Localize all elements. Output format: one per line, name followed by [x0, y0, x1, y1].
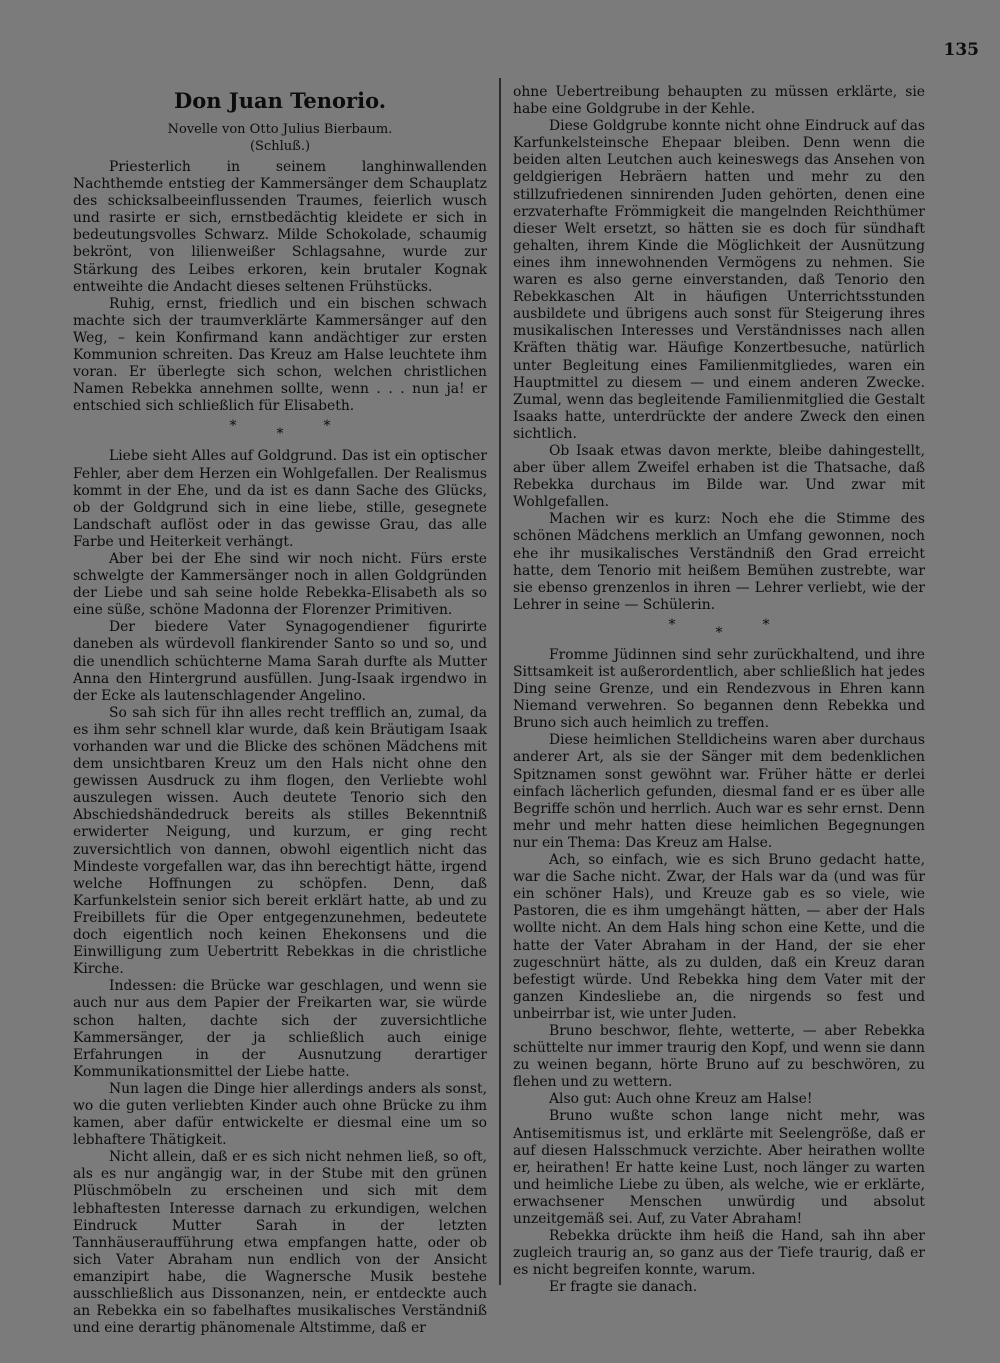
paragraph: Aber bei der Ehe sind wir noch nicht. Fürs erste schwelgte der Kammersänger noch in allen Goldgründen der Liebe und sah seine holde Rebekka-Elisabeth als so eine süße, schöne Madonna der Florenzer Primitiven. — [73, 550, 487, 619]
article-byline: Novelle von Otto Julius Bierbaum. — [167, 122, 393, 137]
column-divider — [499, 78, 501, 1285]
paragraph: Also gut: Auch ohne Kreuz am Halse! — [549, 1091, 813, 1108]
paragraph: Diese heimlichen Stelldicheins waren aber durchaus anderer Art, als sie der Sänger mit dem bedenklichen Spitznamen sonst gewöhnt war. Früher hätte er derlei einfach lächerlich gefunden, diesmal fand er es über alle Begriffe schön und herrlich. Auch war es sehr ernst. Denn mehr und mehr hatten diese heimlichen Begegnungen nur ein Thema: Das Kreuz am Halse. — [513, 732, 925, 851]
paragraph: Nun lagen die Dinge hier allerdings anders als sonst, wo die guten verliebten Kinder auch ohne Brücke zu ihm kamen, aber dafür entwickelte er diesmal eine um so lebhaftere Thätigkeit. — [73, 1080, 487, 1149]
section-separator — [73, 418, 487, 443]
separator-star: * — [276, 426, 324, 443]
paragraph: Bruno beschwor, flehte, wetterte, — aber Rebekka schüttelte nur immer traurig den Kopf, und wenn sie dann zu weinen begann, hörte Bruno auf zu beschwören, zu flehen und zu wettern. — [513, 1022, 925, 1091]
paragraph: Liebe sieht Alles auf Goldgrund. Das ist ein optischer Fehler, aber dem Herzen ein Wohlgefallen. Der Realismus kommt in der Ehe, und da ist es dann Sache des Glücks, ob der Goldgrund sich in eine liebe, stille, gesegnete Landschaft auflöst oder in das gewisse Grau, das alle Farbe und Heiterkeit verhängt. — [73, 448, 487, 550]
paragraph: Ach, so einfach, wie es sich Bruno gedacht hatte, war die Sache nicht. Zwar, der Hals war da (und was für ein schöner Hals), und Kreuze gab es so viele, wie Pastoren, die es ihm umgehängt hätten, — aber der Hals wollte nicht. An dem Hals hing schon eine Kette, und die hatte der Vater Abraham in der Hand, der sie eher zugeschnürt hätte, als zu dulden, daß ein Kreuz daran befestigt würde. Und Rebekka hing dem Vater mit der ganzen Kindesliebe an, die nirgends so fest und unbeirrbar ist, wie unter Juden. — [513, 852, 925, 1022]
section-separator — [513, 616, 925, 641]
paragraph: So sah sich für ihn alles recht trefflich an, zumal, da es ihm sehr schnell klar wurde, daß kein Bräutigam Isaak vorhanden war und die Blicke des schönen Mädchens mit dem unsichtbaren Kreuz um den Hals nicht ohne den gewissen Ausdruck zu ihm flogen, den Verliebte wohl auszulegen wissen. Auch deutete Tenorio sich den Abschiedshändedruck bereits als stilles Bekenntniß erwiderter Neigung, und kurzum, er ging recht zuversichtlich von dannen, obwohl eigentlich nicht das Mindeste vorgefallen war, das ihn berechtigt hätte, irgend welche Hoffnungen zu schöpfen. Denn, daß Karfunkelstein senior sich bereit erklärt hatte, ab und zu Freibillets für die Oper entgegenzunehmen, bedeutete doch eigentlich noch keinen Ehekonsens und die Einwilligung zum Uebertritt Rebekkas in die christliche Kirche. — [73, 704, 487, 978]
paragraph: Priesterlich in seinem langhinwallenden Nachthemde entstieg der Kammersänger dem Schauplatz des schicksalbeeinflussenden Traumes, feierlich wusch und rasirte er sich, ernstbedächtig kleidete er sich in bedeutungsvolles Schwarz. Milde Schokolade, schaumig bekrönt, von lilienweißer Schlagsahne, wurde zur Stärkung des Leibes erkoren, kein brutaler Kognak entweihte die Andacht dieses seltenen Frühstücks. — [73, 159, 487, 295]
separator-star: * — [323, 418, 371, 435]
paragraph: ohne Uebertreibung behaupten zu müssen erklärte, sie habe eine Goldgrube in der Kehle. — [513, 84, 925, 118]
paragraph: Ob Isaak etwas davon merkte, bleibe dahingestellt, aber über allem Zweifel erhaben ist die Thatsache, daß Rebekka durchaus im Bilde war. Und zwar mit Wohlgefallen. — [513, 442, 925, 511]
paragraph: Diese Goldgrube konnte nicht ohne Eindruck auf das Karfunkelsteinsche Ehepaar bleiben. Denn wenn die beiden alten Leutchen auch keineswegs das Ansehen von geldgierigen Hebräern hatten und mehr zu den stillzufriedenen sinnirenden Juden gehörten, denen eine erzvaterhafte Frömmigkeit die mangelnden Reichthümer dieser Welt ersetzt, so hätten sie es doch für sündhaft gehalten, ihrem Kinde die Möglichkeit der Ausnützung eines ihm innewohnenden Vermögens zu nehmen. Sie waren es also gerne einverstanden, daß Tenorio den Rebekkaschen Alt in häufigen Unterrichtsstunden ausbildete und übrigens auch sonst für Steigerung ihres musikalischen Interesses und Verständnisses nach allen Kräften thätig war. Häufige Konzertbesuche, natürlich unter Begleitung eines Familienmitgliedes, waren ein Hauptmittel zu diesem — und einem anderen Zwecke. Zumal, wenn das begleitende Familienmitglied die Gestalt Isaaks hatte, unterdrückte der andere Zweck den einen sichtlich. — [513, 118, 925, 442]
left-column — [73, 84, 487, 1337]
separator-star: * — [229, 418, 277, 435]
paragraph: Fromme Jüdinnen sind sehr zurückhaltend, und ihre Sittsamkeit ist außerordentlich, aber schließlich hat jedes Ding seine Grenze, und ein Rendezvous in Ehren kann Niemand verwehren. So begannen denn Rebekka und Bruno sich auch heimlich zu treffen. — [513, 646, 925, 732]
paragraph: Bruno wußte schon lange nicht mehr, was Antisemitismus ist, und erklärte mit Seelengröße, daß er auf diesen Halsschmuck verzichte. Aber heirathen wollte er, heirathen! Er hatte keine Lust, noch länger zu warten und heimliche Liebe zu üben, als welche, wie er erklärte, erwachsener Menschen unwürdig und absolut unzeitgemäß sei. Auf, zu Vater Abraham! — [513, 1108, 925, 1227]
separator-star: * — [668, 616, 716, 633]
article-title: Don Juan Tenorio. — [173, 88, 387, 113]
separator-star: * — [715, 624, 763, 641]
paragraph: Rebekka drückte ihm heiß die Hand, sah ihn aber zugleich traurig an, so ganz aus der Tiefe traurig, daß er es nicht begreifen konnte, warum. — [513, 1228, 925, 1279]
separator-star: * — [762, 616, 810, 633]
paragraph: Nicht allein, daß er es sich nicht nehmen ließ, so oft, als es nur angängig war, in der Stube mit den grünen Plüschmöbeln zu erscheinen und sich mit dem lebhaftesten Interesse darnach zu erkundigen, welchen Eindruck Mutter Sarah in der letzten Tannhäuseraufführung etwa empfangen hatte, oder ob sich Vater Abraham nun endlich von der Ansicht emanzipirt habe, die Wagnersche Musik bestehe ausschließlich aus Dissonanzen, nein, er entdeckte auch an Rebekka ein so fabelhaftes musikalisches Verständniß und eine derartig phänomenale Altstimme, daß er — [73, 1149, 487, 1337]
paragraph: Indessen: die Brücke war geschlagen, und wenn sie auch nur aus dem Papier der Freikarten war, sie würde schon halten, dachte sich der zuversichtliche Kammersänger, der ja schließlich auch einige Erfahrungen in der Ausnutzung derartiger Kommunikationsmittel der Liebe hatte. — [73, 978, 487, 1080]
paragraph: Der biedere Vater Synagogendiener figurirte daneben als würdevoll flankirender Santo so und so, und die unendlich schüchterne Mama Sarah durfte als Mutter Anna den Hintergrund ausfüllen. Jung-Isaak irgendwo in der Ecke als lautenschlagender Angelino. — [73, 619, 487, 704]
paragraph: Ruhig, ernst, friedlich und ein bischen schwach machte sich der traumverklärte Kammersänger auf den Weg, – kein Konfirmand kann andächtiger zur ersten Kommunion schreiten. Das Kreuz am Halse leuchtete ihm voran. Er überlegte sich schon, welchen christlichen Namen Rebekka annehmen sollte, wenn . . . nun ja! er entschied sich schließlich für Elisabeth. — [73, 295, 487, 415]
right-column — [513, 84, 925, 1296]
paragraph: Er fragte sie danach. — [549, 1279, 698, 1296]
article-subtitle: (Schluß.) — [249, 139, 311, 154]
page-number: 135 — [943, 40, 979, 60]
paragraph: Machen wir es kurz: Noch ehe die Stimme des schönen Mädchens merklich an Umfang gewonnen, noch ehe ihr musikalisches Verständniß den Grad erreicht hatte, dem Tenorio mit heißem Bemühen zustrebte, war sie ebenso grenzenlos in ihren — Lehrer verliebt, wie der Lehrer in seine — Schülerin. — [513, 511, 925, 613]
